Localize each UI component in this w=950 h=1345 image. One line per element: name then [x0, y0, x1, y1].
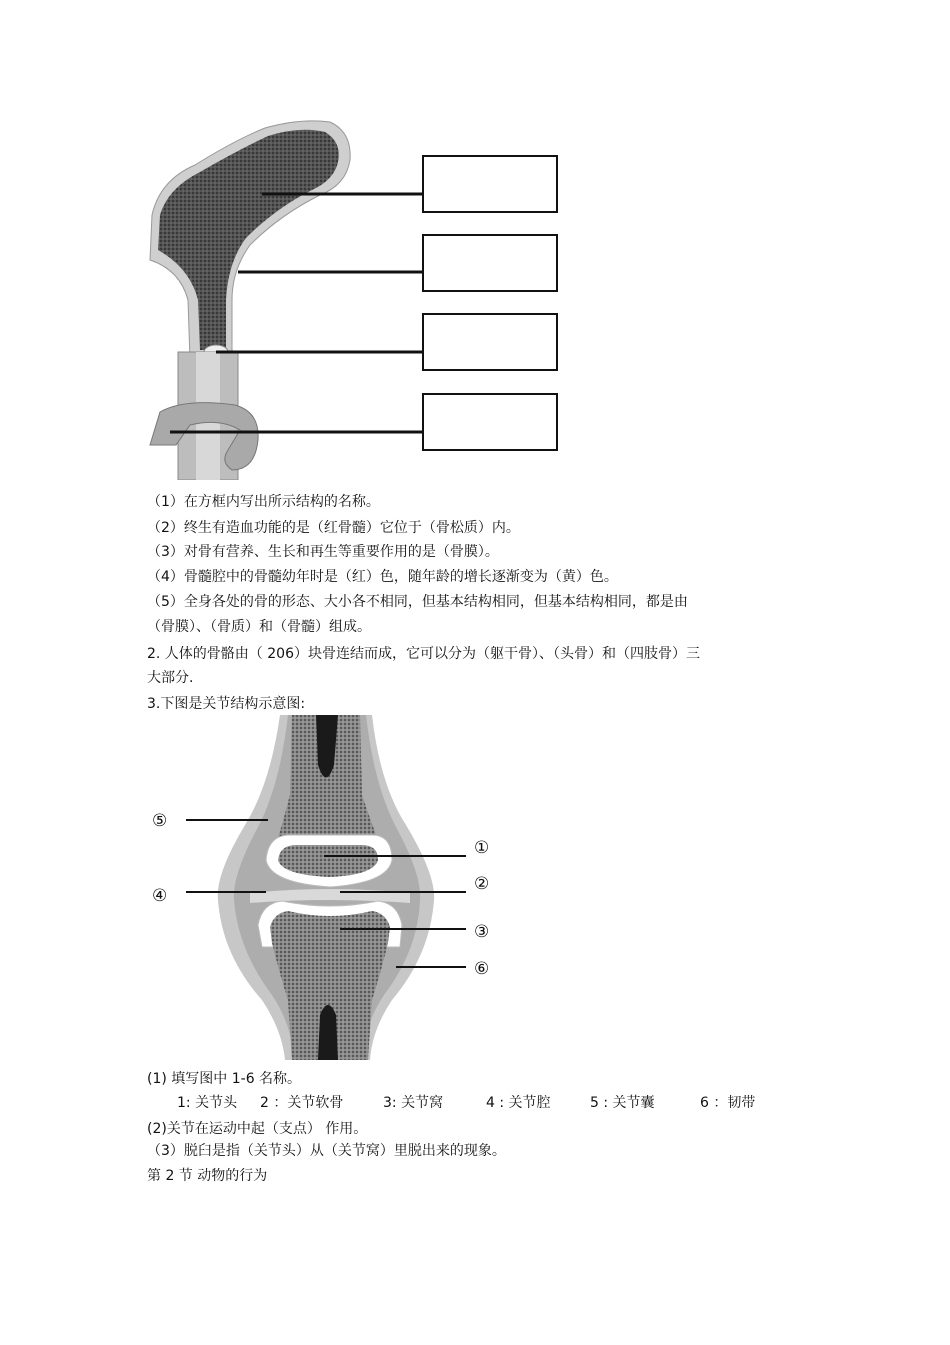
bone-question-2: （2）终生有造血功能的是（红骨髓）它位于（骨松质）内。 — [147, 520, 520, 536]
question-2-line-1: 2. 人体的骨骼由（ 206）块骨连结而成，它可以分为（躯干骨）、（头骨）和（四肢骨）三 — [147, 646, 700, 662]
joint-label-3: ③ — [474, 922, 490, 942]
answer-box-3[interactable] — [422, 313, 558, 371]
answer-6: 6 ：韧带 — [700, 1095, 756, 1111]
joint-label-4: ④ — [152, 886, 168, 906]
bone-question-1: （1）在方框内写出所示结构的名称。 — [147, 494, 380, 510]
joint-label-6: ⑥ — [474, 959, 490, 979]
bone-question-5-cont: （骨膜）、（骨质）和（骨髓）组成。 — [147, 619, 371, 635]
bone-question-5: （5）全身各处的骨的形态、大小各不相同，但基本结构相同，但基本结构相同，都是由 — [147, 594, 688, 610]
bone-question-4: （4）骨髓腔中的骨髓幼年时是（红）色，随年龄的增长逐渐变为（黄）色。 — [147, 569, 618, 585]
answer-5: 5 : 关节囊 — [590, 1095, 655, 1111]
section-heading: 第 2 节 动物的行为 — [147, 1168, 268, 1184]
answer-1: 1: 关节头 — [177, 1095, 238, 1111]
question-3-sub-2: (2)关节在运动中起（支点） 作用。 — [147, 1121, 368, 1137]
answer-box-1[interactable] — [422, 155, 558, 213]
question-3-sub-1: (1) 填写图中 1-6 名称。 — [147, 1071, 302, 1087]
joint-label-5: ⑤ — [152, 811, 168, 831]
answer-3: 3: 关节窝 — [383, 1095, 444, 1111]
answer-box-4[interactable] — [422, 393, 558, 451]
joint-label-1: ① — [474, 838, 490, 858]
answer-box-2[interactable] — [422, 234, 558, 292]
question-3-title: 3.下图是关节结构示意图: — [147, 696, 306, 712]
joint-label-2: ② — [474, 874, 490, 894]
question-2-line-2: 大部分. — [147, 670, 194, 686]
answer-4: 4 : 关节腔 — [486, 1095, 551, 1111]
question-3-sub-3: （3）脱臼是指（关节头）从（关节窝）里脱出来的现象。 — [147, 1143, 506, 1159]
answer-2: 2 ：关节软骨 — [260, 1095, 344, 1111]
lower-marrow-cavity — [318, 1005, 338, 1060]
bone-question-3: （3）对骨有营养、生长和再生等重要作用的是（骨膜）。 — [147, 544, 499, 560]
